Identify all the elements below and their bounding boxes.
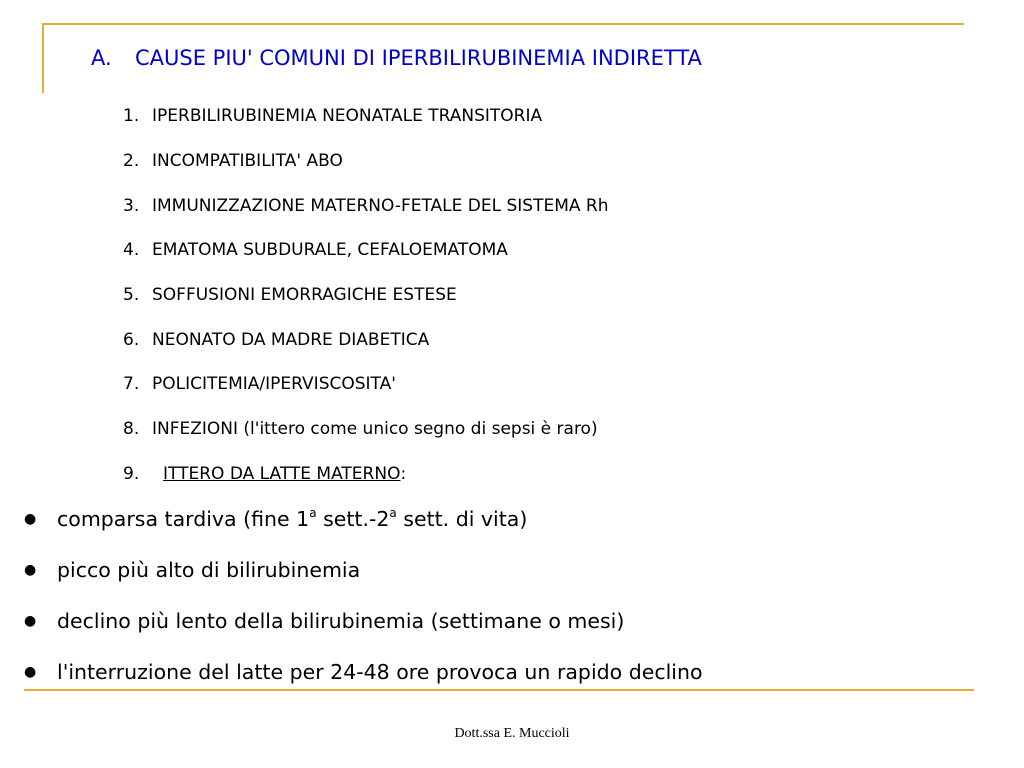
bullet-text: l'interruzione del latte per 24-48 ore provoca un rapido declino [57, 659, 703, 684]
slide-heading [91, 46, 702, 70]
causes-list [123, 94, 609, 496]
cause-item [123, 94, 609, 139]
cause-text: NEONATO DA MADRE DIABETICA [152, 329, 430, 350]
superscript-a: a [309, 505, 317, 520]
cause-number: 7. [123, 374, 140, 395]
bullet-item [24, 544, 703, 595]
cause-item [123, 139, 609, 184]
bullet-text [57, 507, 527, 531]
bullet-item [24, 493, 703, 544]
left-rule [42, 23, 44, 93]
top-rule [42, 23, 964, 25]
bullet-list [24, 493, 703, 697]
cause-text: SOFFUSIONI EMORRAGICHE ESTESE [152, 285, 457, 306]
cause-number: 9. [123, 463, 140, 484]
cause-number: 8. [123, 419, 140, 440]
bullet-marker: ● [24, 561, 37, 578]
cause-item [123, 183, 609, 228]
cause-text: IPERBILIRUBINEMIA NEONATALE TRANSITORIA [152, 106, 543, 127]
bullet-text: picco più alto di bilirubinemia [57, 557, 361, 582]
cause-number: 2. [123, 151, 140, 172]
cause-number: 5. [123, 285, 140, 306]
bullet-text-part: sett. di vita) [396, 506, 528, 531]
cause-item [123, 317, 609, 362]
cause-text: ITTERO DA LATTE MATERNO [163, 463, 401, 484]
cause-item [123, 407, 609, 452]
cause-number: 6. [123, 329, 140, 350]
bullet-text: declino più lento della bilirubinemia (settimane o mesi) [57, 608, 625, 633]
cause-text: INFEZIONI (l'ittero come unico segno di sepsi è raro) [152, 419, 598, 440]
cause-number: 3. [123, 195, 140, 216]
bullet-marker: ● [24, 612, 37, 629]
cause-text: EMATOMA SUBDURALE, CEFALOEMATOMA [152, 240, 508, 261]
cause-number: 1. [123, 106, 140, 127]
bullet-text-part: comparsa tardiva (fine 1 [57, 506, 310, 531]
heading-letter: A. [91, 46, 112, 70]
bullet-marker: ● [24, 663, 37, 680]
footer-author: Dott.ssa E. Muccioli [454, 726, 570, 741]
bullet-text-part: sett.-2 [316, 506, 390, 531]
cause-item [123, 452, 609, 497]
bullet-item [24, 595, 703, 646]
cause-item [123, 228, 609, 273]
cause-text: IMMUNIZZAZIONE MATERNO-FETALE DEL SISTEMA Rh [152, 195, 609, 216]
cause-number: 4. [123, 240, 140, 261]
heading-text: CAUSE PIU' COMUNI DI IPERBILIRUBINEMIA INDIRETTA [135, 46, 702, 70]
cause-item [123, 273, 609, 318]
bullet-marker: ● [24, 510, 37, 527]
bottom-rule [24, 689, 974, 691]
cause-item [123, 362, 609, 407]
cause-text: INCOMPATIBILITA' ABO [152, 151, 343, 172]
superscript-a: a [389, 505, 397, 520]
cause-text: POLICITEMIA/IPERVISCOSITA' [152, 374, 396, 395]
cause-suffix: : [400, 463, 407, 484]
